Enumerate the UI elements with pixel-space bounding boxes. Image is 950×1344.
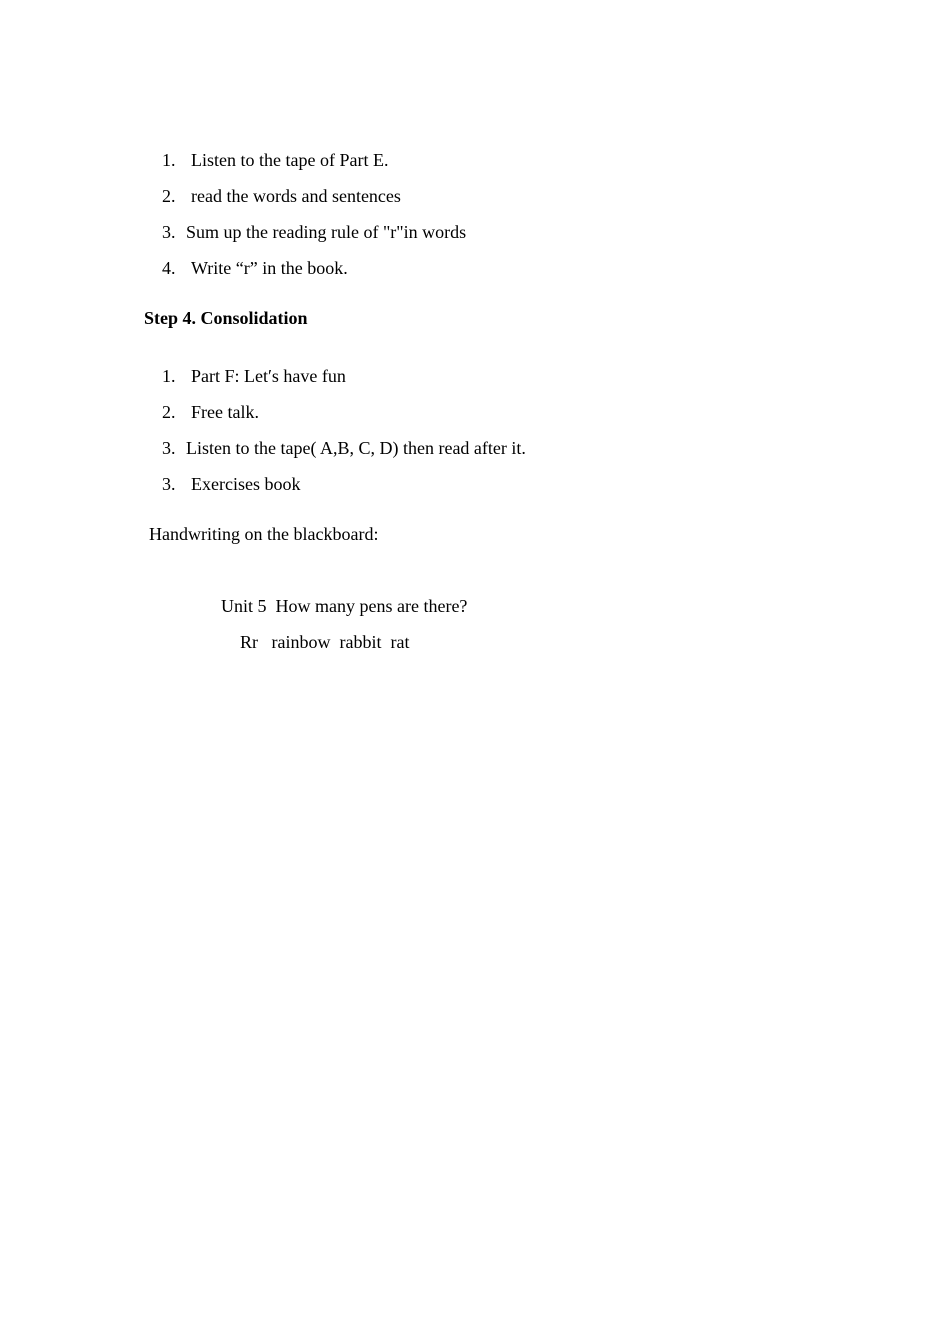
list-number: 2. bbox=[162, 186, 176, 206]
list-item bbox=[144, 235, 348, 301]
list-number: 1. bbox=[162, 366, 176, 386]
list-number: 2. bbox=[162, 402, 176, 422]
list-number: 3. bbox=[162, 438, 176, 458]
list-number: 1. bbox=[162, 150, 176, 170]
list-number: 4. bbox=[162, 258, 176, 278]
list-text: Exercises book bbox=[191, 474, 301, 494]
list-text: Write “r” in the book. bbox=[191, 258, 348, 278]
list-text: Listen to the tape( A,B, C, D) then read after it. bbox=[186, 438, 526, 458]
list-text: Part F: Let′s have fun bbox=[191, 366, 346, 386]
list-text: read the words and sentences bbox=[191, 186, 401, 206]
list-number: 3. bbox=[162, 474, 176, 494]
list-text: Sum up the reading rule of "r"in words bbox=[186, 222, 467, 242]
blackboard-label: Handwriting on the blackboard: bbox=[149, 524, 379, 544]
list-item bbox=[144, 451, 300, 517]
list-number: 3. bbox=[162, 222, 176, 242]
list-text: Free talk. bbox=[191, 402, 259, 422]
list-text: Listen to the tape of Part E. bbox=[191, 150, 389, 170]
blackboard-words: Rr rainbow rabbit rat bbox=[240, 632, 410, 652]
blackboard-title: Unit 5 How many pens are there? bbox=[221, 596, 468, 616]
section-heading: Step 4. Consolidation bbox=[144, 308, 308, 328]
